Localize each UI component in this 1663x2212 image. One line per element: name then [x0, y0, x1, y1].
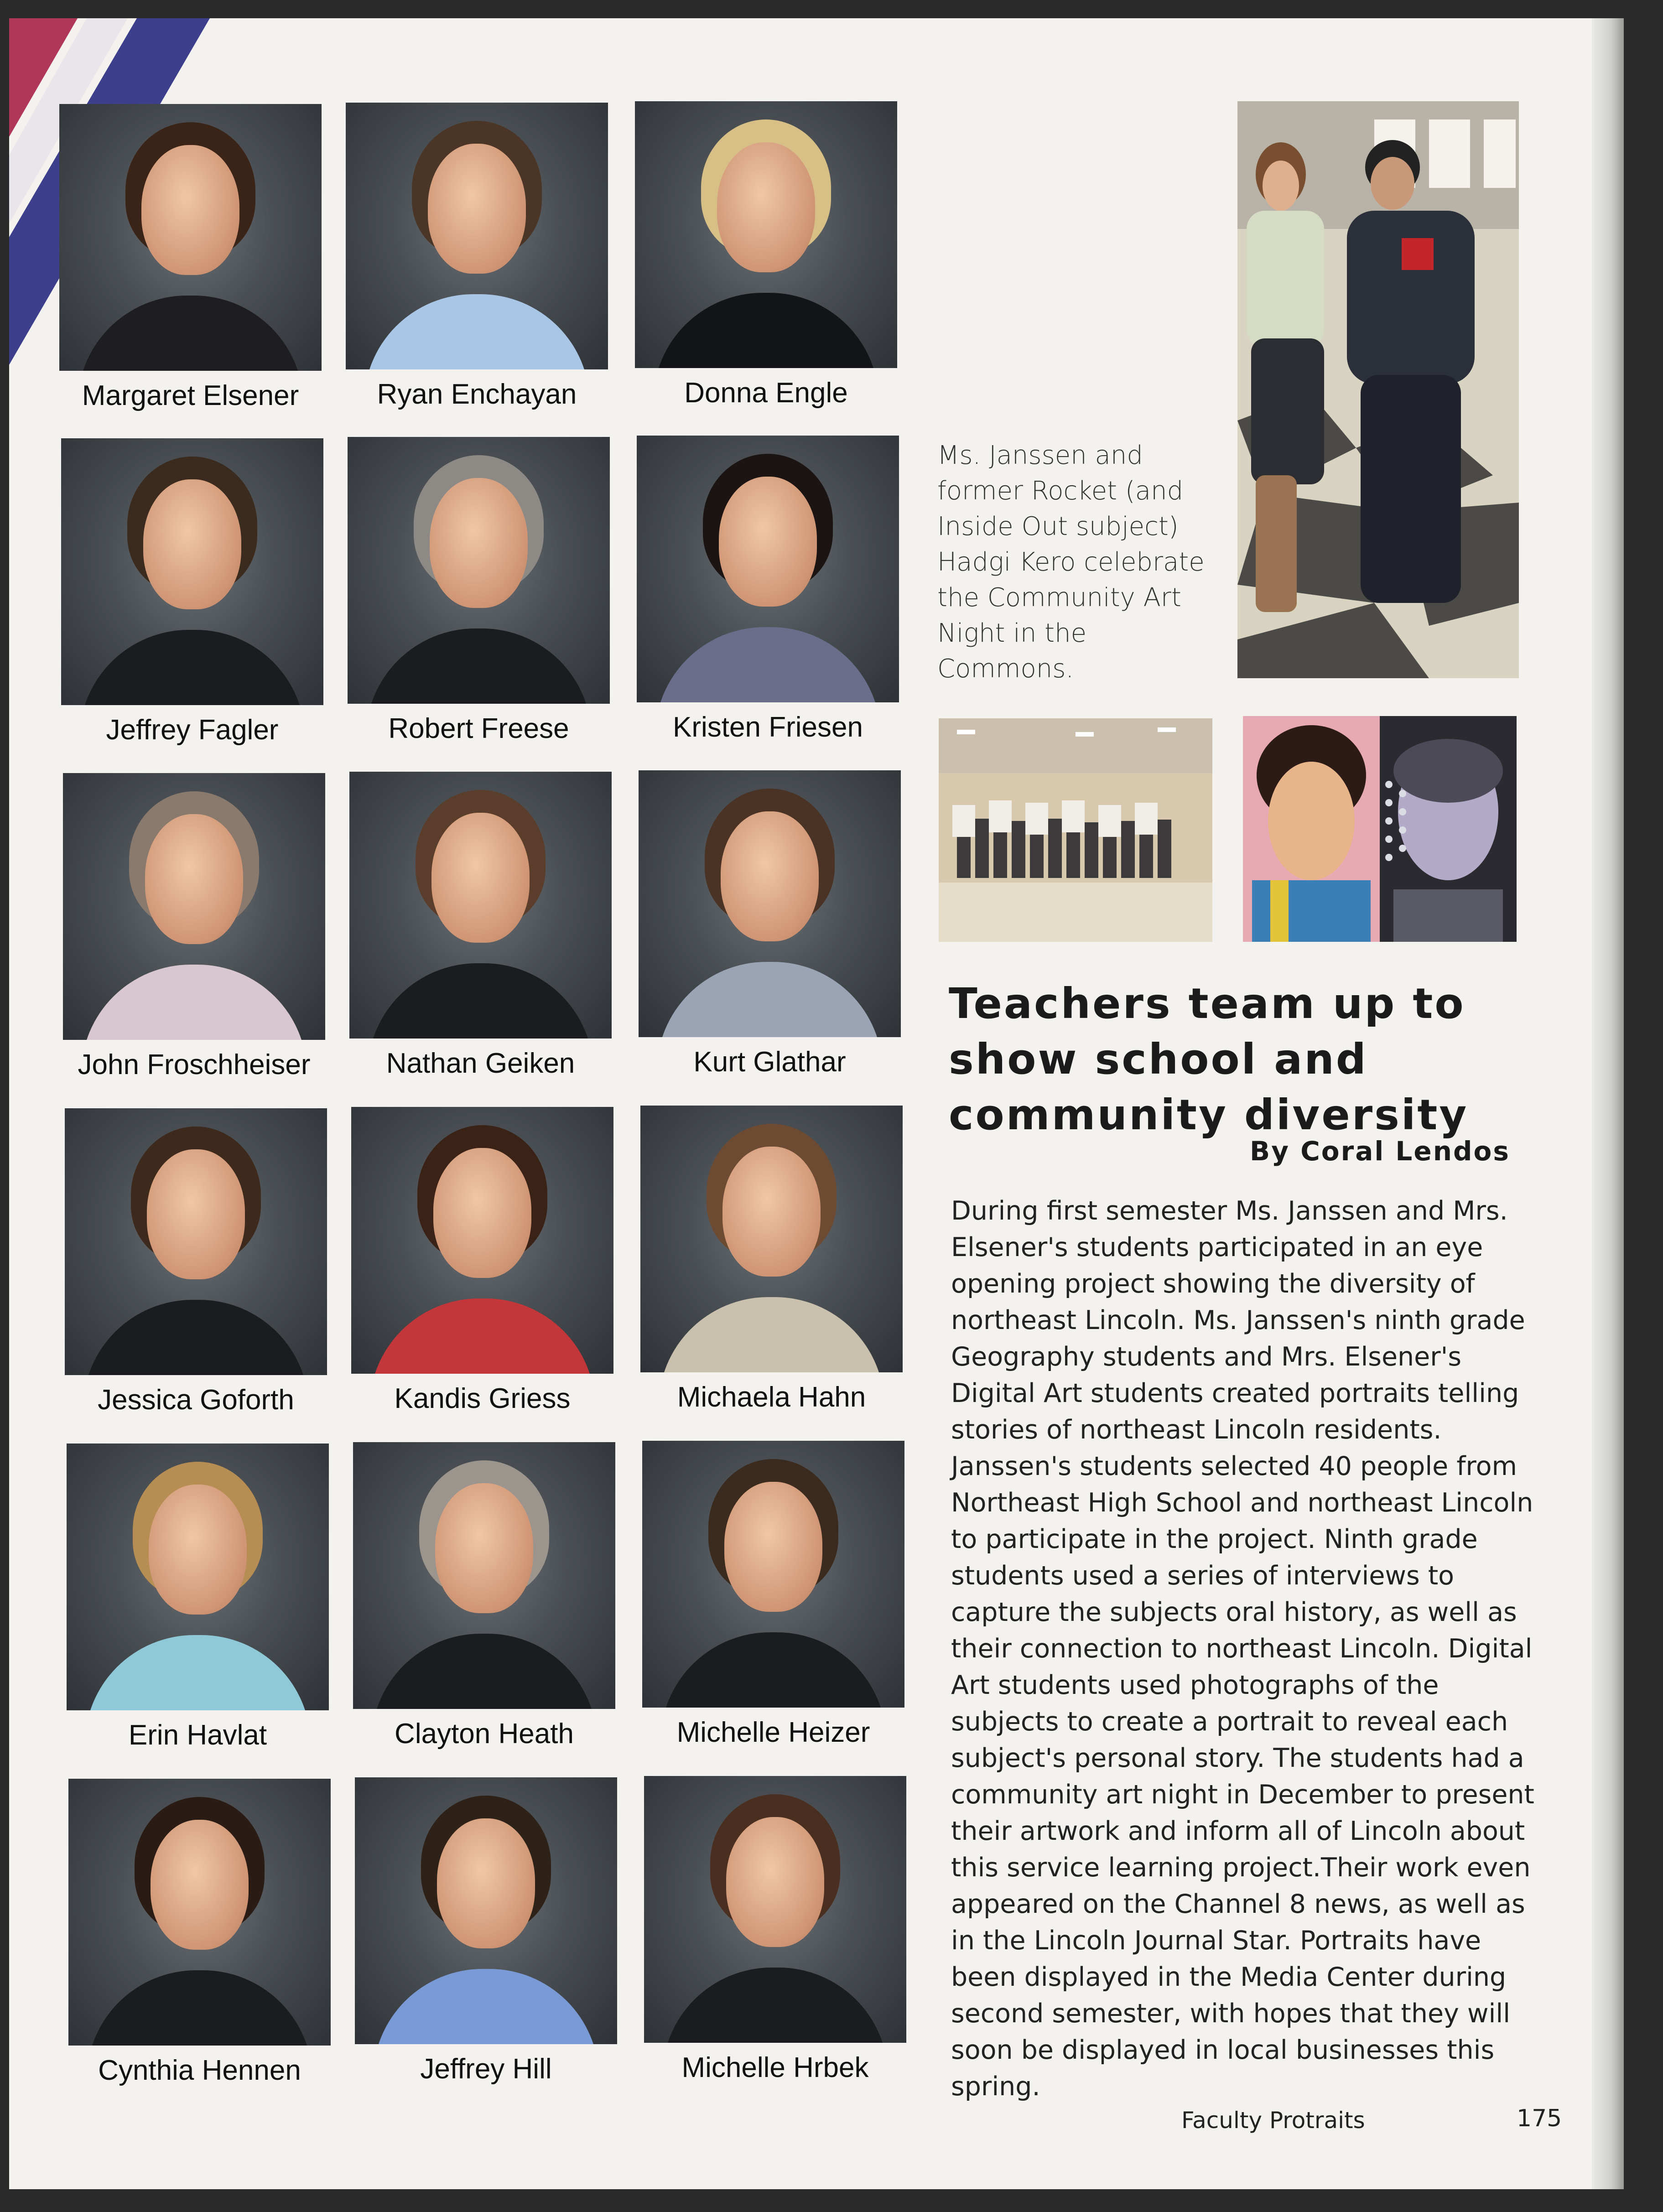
portrait-photo: [351, 1107, 613, 1374]
portrait-name: Jessica Goforth: [98, 1384, 294, 1416]
portrait-photo: [348, 437, 610, 704]
portrait-photo: [642, 1441, 904, 1708]
faculty-portrait: [640, 1106, 903, 1427]
article-headline: Teachers team up to show school and community diversity: [949, 979, 1469, 1139]
portrait-name: Michelle Heizer: [676, 1717, 870, 1748]
portrait-photo: [644, 1776, 906, 2043]
faculty-portrait: [67, 1444, 329, 1765]
photo-caption: Ms. Janssen and former Rocket (and Inside Out subject) Hadgi Kero celebrate the Community Art Night in the Commons.: [937, 441, 1205, 684]
portrait-photo: [349, 772, 612, 1038]
faculty-portrait: [355, 1777, 617, 2099]
portrait-photo: [639, 770, 901, 1037]
faculty-portrait: [63, 773, 325, 1095]
faculty-portrait: [637, 436, 899, 757]
faculty-portrait: [65, 1108, 327, 1430]
portrait-name: Kurt Glathar: [693, 1046, 846, 1078]
faculty-portrait: [346, 103, 608, 424]
portrait-photo: [353, 1442, 615, 1709]
portrait-photo: [59, 104, 322, 371]
portrait-photo: [637, 436, 899, 702]
faculty-portrait: [68, 1779, 331, 2100]
faculty-portrait: [348, 437, 610, 758]
portrait-photo: [67, 1444, 329, 1710]
page-number: 175: [1517, 2105, 1562, 2132]
portrait-name: Kandis Griess: [394, 1383, 571, 1414]
portrait-photo: [63, 773, 325, 1040]
faculty-portrait: [644, 1776, 906, 2098]
faculty-portrait: [639, 770, 901, 1092]
faculty-portrait: [349, 772, 612, 1093]
article-byline: By Coral Lendos: [1250, 1136, 1510, 1167]
portrait-name: Michaela Hahn: [677, 1381, 866, 1413]
portrait-photo: [346, 103, 608, 369]
community-art-night-photo: [939, 718, 1212, 942]
article-body: During first semester Ms. Janssen and Mrs. Elsener's students participated in an eye opening project showing the diversity of northeast Lincoln. Ms. Janssen's ninth grade Geography students and Mrs. Elsener's Digital Art students created portraits telling stories of northeast Lincoln residents. Janssen's students selected 40 people from Northeast High School and northeast Lincoln to participate in the project. Ninth grade students used a series of interviews to capture the subjects oral history, as well as their connection to northeast Lincoln. Digital Art students used photographs of the subjects to create a portrait to reveal each subject's personal story. The students had a community art night in December to present their artwork and inform all of Lincoln about this service learning project.Their work even appeared on the Channel 8 news, as well as in the Lincoln Journal Star. Portraits have been displayed in the Media Center during second semester, with hopes that they will soon be displayed in local businesses this spring.: [951, 1196, 1534, 2102]
portrait-photo: [68, 1779, 331, 2046]
faculty-portrait: [642, 1441, 904, 1762]
faculty-portrait: [353, 1442, 615, 1764]
portrait-name: Robert Freese: [388, 713, 569, 744]
portrait-name: John Froschheiser: [78, 1049, 311, 1080]
portrait-photo: [65, 1108, 327, 1375]
portrait-photo: [61, 438, 323, 705]
portrait-name: Jeffrey Fagler: [106, 714, 279, 746]
portrait-name: Clayton Heath: [395, 1718, 574, 1750]
portrait-photo: [640, 1106, 903, 1372]
portrait-name: Nathan Geiken: [386, 1048, 575, 1079]
portrait-name: Jeffrey Hill: [420, 2053, 552, 2085]
portrait-name: Michelle Hrbek: [681, 2052, 869, 2083]
portrait-name: Margaret Elsener: [82, 380, 299, 411]
portrait-photo: [355, 1777, 617, 2044]
portrait-name: Cynthia Hennen: [98, 2055, 301, 2086]
faculty-portrait: [635, 101, 897, 423]
page-binding-edge: [1592, 18, 1624, 2189]
faculty-portrait: [61, 438, 323, 760]
portrait-name: Ryan Enchayan: [377, 379, 577, 410]
portrait-name: Erin Havlat: [128, 1719, 267, 1751]
portrait-photo: [635, 101, 897, 368]
faculty-portrait: [351, 1107, 613, 1428]
portrait-name: Donna Engle: [684, 377, 848, 409]
footer-section-title: Faculty Protraits: [1181, 2107, 1365, 2134]
yearbook-page: [9, 18, 1624, 2189]
student-portrait-artwork-photo: [1243, 716, 1517, 942]
celebration-photo: [1237, 101, 1519, 678]
portrait-name: Kristen Friesen: [673, 711, 863, 743]
faculty-portrait: [59, 104, 322, 426]
